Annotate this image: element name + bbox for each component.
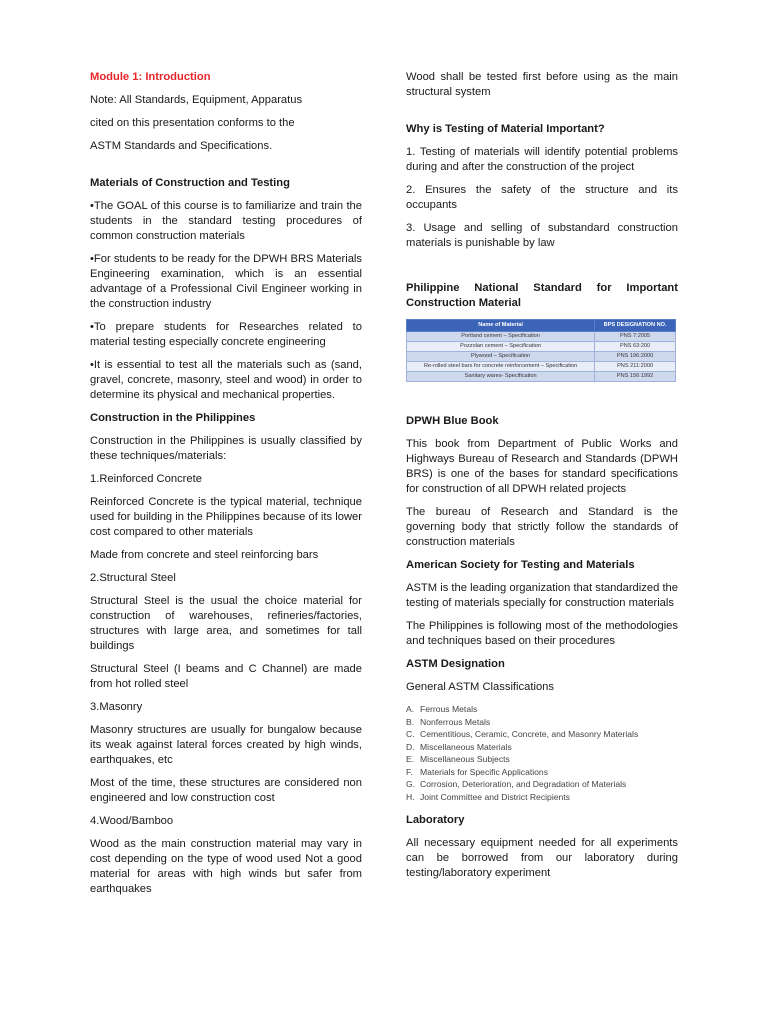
note-line: Note: All Standards, Equipment, Apparatus bbox=[90, 94, 303, 106]
pns-cell: Sanitary wares- Specification bbox=[407, 372, 595, 382]
list-letter: G. bbox=[406, 779, 416, 789]
list-text: Miscellaneous Subjects bbox=[420, 754, 510, 764]
astm-paragraph: ASTM is the leading organization that standardized the testing of materials specially for construction materials bbox=[406, 582, 678, 609]
astm-heading: American Society for Testing and Materials bbox=[406, 559, 635, 571]
ss-paragraph: Structural Steel (I beams and C Channel) are made from hot rolled steel bbox=[90, 663, 362, 690]
why-heading: Why is Testing of Material Important? bbox=[406, 123, 605, 135]
masonry-paragraph: Most of the time, these structures are considered non engineered and low construction cost bbox=[90, 777, 362, 804]
list-item bbox=[406, 728, 678, 741]
general-classifications-label: General ASTM Classifications bbox=[406, 681, 554, 693]
list-text: Ferrous Metals bbox=[420, 704, 478, 714]
laboratory-heading: Laboratory bbox=[406, 814, 465, 826]
rc-paragraph: Made from concrete and steel reinforcing bars bbox=[90, 549, 319, 561]
pns-cell: PNS 211:2000 bbox=[595, 362, 676, 372]
list-text: Corrosion, Deterioration, and Degradation of Materials bbox=[420, 779, 627, 789]
list-letter: E. bbox=[406, 754, 415, 764]
list-item bbox=[406, 703, 678, 716]
pns-cell: PNS 63:200 bbox=[595, 342, 676, 352]
list-item bbox=[406, 791, 678, 804]
note-line: cited on this presentation conforms to the bbox=[90, 117, 295, 129]
bullet-paragraph: •It is essential to test all the materials such as (sand, gravel, concrete, masonry, steel and wood) in order to determine its physical and mechanical properties. bbox=[90, 359, 362, 401]
list-item bbox=[406, 766, 678, 779]
masonry-paragraph: Masonry structures are usually for bungalow because its weak against lateral forces created by high winds, earthquakes, etc bbox=[90, 724, 362, 766]
list-item bbox=[406, 716, 678, 729]
list-text: Joint Committee and District Recipients bbox=[420, 791, 570, 802]
pns-cell: Re-rolled steel bars for concrete reinforcement – Specification bbox=[407, 362, 595, 372]
pns-cell: Pozzolan cement – Specification bbox=[407, 342, 595, 352]
ss-paragraph: Structural Steel is the usual the choice material for construction of warehouses, refineries/factories, structures with large area, and sometimes for tall buildings bbox=[90, 595, 362, 652]
pns-cell: PNS 7:2005 bbox=[595, 332, 676, 342]
left-column bbox=[90, 70, 362, 905]
list-item bbox=[406, 753, 678, 766]
module-title: Module 1: Introduction bbox=[90, 71, 211, 83]
list-letter: A. bbox=[406, 704, 415, 714]
table-row bbox=[407, 332, 676, 342]
list-letter: C. bbox=[406, 729, 415, 739]
masonry-title: 3.Masonry bbox=[90, 701, 143, 713]
list-text: Miscellaneous Materials bbox=[420, 741, 512, 752]
dpwh-paragraph: The bureau of Research and Standard is the governing body that strictly follow the standards of construction materials bbox=[406, 506, 678, 548]
table-row bbox=[407, 342, 676, 352]
pns-heading: Philippine National Standard for Important Construction Material bbox=[406, 282, 678, 309]
bullet-paragraph: •The GOAL of this course is to familiarize and train the students in the standard testing procedures of common construction materials bbox=[90, 200, 362, 242]
dpwh-paragraph: This book from Department of Public Works and Highways Bureau of Research and Standards (DPWH BRS) is one of the bases for standard specifications for construction of all DPWH related projects bbox=[406, 438, 678, 495]
pns-cell: Portland cement – Specification bbox=[407, 332, 595, 342]
dpwh-heading: DPWH Blue Book bbox=[406, 415, 499, 427]
list-text: Cementitious, Ceramic, Concrete, and Masonry Materials bbox=[420, 729, 639, 739]
list-letter: H. bbox=[406, 791, 415, 802]
astm-paragraph: The Philippines is following most of the methodologies and techniques based on their procedures bbox=[406, 620, 678, 647]
right-column bbox=[406, 70, 678, 889]
construction-heading: Construction in the Philippines bbox=[90, 412, 256, 424]
note-line: ASTM Standards and Specifications. bbox=[90, 140, 273, 152]
pns-header-material: Name of Material bbox=[407, 320, 595, 332]
construction-intro: Construction in the Philippines is usually classified by these techniques/materials: bbox=[90, 435, 362, 462]
pns-header-designation: BPS DESIGNATION NO. bbox=[595, 320, 676, 332]
pns-table bbox=[406, 319, 676, 382]
list-text: Nonferrous Metals bbox=[420, 716, 491, 727]
table-row bbox=[407, 362, 676, 372]
rc-title: 1.Reinforced Concrete bbox=[90, 473, 202, 485]
why-item: 3. Usage and selling of substandard construction materials is punishable by law bbox=[406, 222, 678, 249]
materials-heading: Materials of Construction and Testing bbox=[90, 177, 290, 189]
wood-title: 4.Wood/Bamboo bbox=[90, 815, 174, 827]
astm-classification-list bbox=[406, 703, 678, 803]
pns-cell: Plywood – Specification bbox=[407, 352, 595, 362]
table-row bbox=[407, 372, 676, 382]
ss-title: 2.Structural Steel bbox=[90, 572, 176, 584]
rc-paragraph: Reinforced Concrete is the typical material, technique used for building in the Philippines because of its lower cost compared to other materials bbox=[90, 496, 362, 538]
wood-note: Wood shall be tested first before using as the main structural system bbox=[406, 71, 678, 98]
bullet-paragraph: •For students to be ready for the DPWH BRS Materials Engineering examination, which is an essential advantage of a Professional Civil Engineer working in the construction industry bbox=[90, 253, 362, 310]
pns-cell: PNS 156:1992 bbox=[595, 372, 676, 382]
designation-heading: ASTM Designation bbox=[406, 658, 505, 670]
laboratory-paragraph: All necessary equipment needed for all experiments can be borrowed from our laboratory during testing/laboratory experiment bbox=[406, 837, 678, 879]
list-letter: D. bbox=[406, 741, 415, 752]
list-text: Materials for Specific Applications bbox=[420, 766, 549, 777]
list-item bbox=[406, 778, 678, 791]
why-item: 1. Testing of materials will identify potential problems during and after the construction of the project bbox=[406, 146, 678, 173]
bullet-paragraph: •To prepare students for Researches related to material testing especially concrete engineering bbox=[90, 321, 362, 348]
list-letter: B. bbox=[406, 716, 415, 727]
pns-cell: PNS 196:2000 bbox=[595, 352, 676, 362]
why-item: 2. Ensures the safety of the structure and its occupants bbox=[406, 184, 678, 211]
wood-paragraph: Wood as the main construction material may vary in cost depending on the type of wood used Not a good material for areas with high winds but safer from earthquakes bbox=[90, 838, 362, 895]
list-letter: F. bbox=[406, 766, 413, 777]
list-item bbox=[406, 741, 678, 754]
table-row bbox=[407, 352, 676, 362]
